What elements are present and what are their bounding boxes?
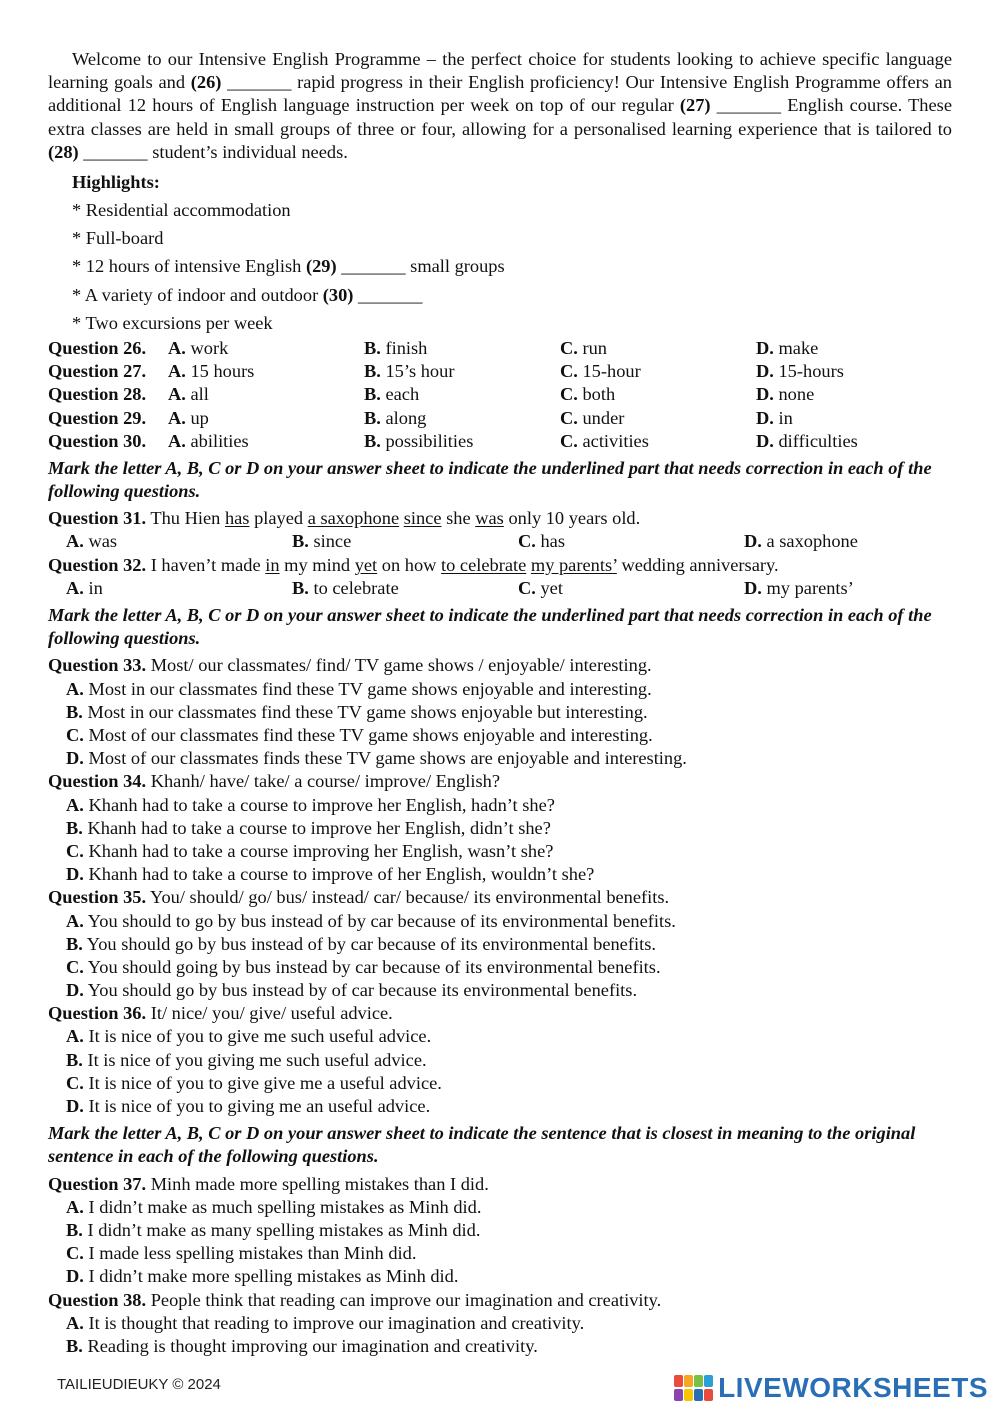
answer-option[interactable]: A. I didn’t make as much spelling mistakes as Minh did. (66, 1196, 482, 1217)
liveworksheets-logo-text: LIVEWORKSHEETS (718, 1372, 988, 1403)
question-row (48, 360, 952, 383)
logo-block (694, 1389, 703, 1401)
option-letter: B. (292, 531, 309, 552)
answer-option[interactable]: D. my parents’ (744, 577, 854, 598)
answer-option[interactable]: C. Khanh had to take a course improving her English, wasn’t she? (66, 840, 554, 861)
option-letter: A. (66, 794, 84, 815)
error-correction-questions (48, 507, 952, 600)
question-stem: Question 32. I haven’t made in my mind yet on how to celebrate my parents’ wedding anniversary. (48, 554, 779, 575)
footer-copyright: TAILIEUDIEUKY © 2024 (57, 1376, 221, 1393)
question-stem: Question 37. Minh made more spelling mistakes than I did. (48, 1173, 489, 1194)
answer-option[interactable]: B. each (364, 384, 420, 405)
answer-option[interactable]: D. a saxophone (744, 531, 858, 552)
blank-number: (30) (322, 284, 354, 305)
option-letter: D. (756, 430, 774, 451)
option-letter: D. (66, 1096, 84, 1117)
answer-option[interactable]: A. in (66, 577, 103, 598)
answer-option[interactable]: C. It is nice of you to give give me a useful advice. (66, 1072, 442, 1093)
answer-option[interactable]: A. Most in our classmates find these TV game shows enjoyable and interesting. (66, 678, 652, 699)
answer-option[interactable]: C. I made less spelling mistakes than Minh did. (66, 1243, 417, 1264)
option-letter: B. (66, 1219, 83, 1240)
option-letter: C. (66, 725, 84, 746)
option-letter: B. (66, 1049, 83, 1070)
option-letter: D. (744, 577, 762, 598)
answer-option[interactable]: D. in (756, 407, 793, 428)
liveworksheets-logo[interactable] (674, 1372, 988, 1404)
option-letter: D. (756, 361, 774, 382)
question-stem: Question 36. It/ nice/ you/ give/ useful advice. (48, 1003, 393, 1024)
option-letter: A. (66, 1196, 84, 1217)
question-stem: Question 33. Most/ our classmates/ find/ TV game shows / enjoyable/ interesting. (48, 655, 652, 676)
blank-number: (29) (305, 256, 337, 277)
answer-option[interactable]: C. under (560, 407, 625, 428)
blank-number: (28) (48, 141, 79, 162)
option-letter: A. (66, 1026, 84, 1047)
answer-option[interactable]: D. It is nice of you to giving me an useful advice. (66, 1096, 431, 1117)
sentence-building-questions (48, 654, 952, 1118)
question-row (48, 430, 952, 453)
answer-option[interactable]: A. You should to go by bus instead of by car because of its environmental benefits. (66, 910, 676, 931)
answer-option[interactable]: D. Khanh had to take a course to improve of her English, wouldn’t she? (66, 864, 595, 885)
logo-block (704, 1389, 713, 1401)
answer-option[interactable]: B. It is nice of you giving me such useful advice. (66, 1049, 427, 1070)
underlined-part: has (224, 508, 250, 529)
question-label: Question 35. (48, 887, 147, 908)
highlight-item: * A variety of indoor and outdoor (30) _______ (72, 284, 423, 305)
answer-option[interactable]: B. along (364, 407, 427, 428)
question-label: Question 28. (48, 384, 147, 405)
option-letter: D. (756, 384, 774, 405)
answer-option[interactable]: C. has (518, 531, 566, 552)
option-letter: D. (66, 980, 84, 1001)
option-letter: C. (560, 430, 578, 451)
option-letter: C. (66, 1072, 84, 1093)
question-label: Question 32. (48, 554, 147, 575)
question-label: Question 27. (48, 361, 147, 382)
option-letter: A. (66, 531, 84, 552)
question-label: Question 30. (48, 430, 147, 451)
underlined-part: in (265, 554, 280, 575)
option-letter: C. (518, 531, 536, 552)
question-label: Question 29. (48, 407, 147, 428)
option-letter: A. (66, 678, 84, 699)
option-letter: D. (66, 748, 84, 769)
question-row (48, 383, 952, 406)
answer-option[interactable]: A. was (66, 531, 118, 552)
answer-option[interactable]: C. You should going by bus instead by car because of its environmental benefits. (66, 956, 661, 977)
answer-option[interactable]: D. make (756, 337, 819, 358)
answer-option[interactable]: C. 15-hour (560, 361, 641, 382)
underlined-part: my parents’ (530, 554, 617, 575)
instruction-closest-meaning: Mark the letter A, B, C or D on your answer sheet to indicate the sentence that is closest in meaning to the original sentence in each of the following questions. (48, 1123, 916, 1167)
option-letter: D. (66, 1266, 84, 1287)
answer-option[interactable]: B. finish (364, 337, 428, 358)
answer-option[interactable]: B. Most in our classmates find these TV game shows enjoyable but interesting. (66, 701, 648, 722)
logo-block (694, 1375, 703, 1387)
option-letter: C. (66, 956, 84, 977)
question-label: Question 36. (48, 1003, 147, 1024)
answer-option[interactable]: A. work (168, 337, 229, 358)
underlined-part: to celebrate (441, 554, 527, 575)
option-letter: C. (518, 577, 536, 598)
blank-number: (26) (190, 72, 222, 93)
answer-option[interactable]: A. abilities (168, 430, 249, 451)
answer-option[interactable]: B. 15’s hour (364, 361, 455, 382)
option-letter: B. (66, 1335, 83, 1356)
underlined-part: since (403, 508, 442, 529)
instruction-sentence-building: Mark the letter A, B, C or D on your answer sheet to indicate the underlined part that needs correction in each of the following questions. (48, 605, 932, 649)
worksheet-page (48, 48, 952, 1358)
answer-option[interactable]: B. possibilities (364, 430, 474, 451)
question-label: Question 34. (48, 771, 147, 792)
answer-option[interactable]: A. up (168, 407, 209, 428)
answer-options-row (48, 577, 952, 600)
option-letter: B. (292, 577, 309, 598)
question-row (48, 407, 952, 430)
underlined-part: was (475, 508, 504, 529)
answer-option[interactable]: C. activities (560, 430, 649, 451)
option-letter: A. (168, 407, 186, 428)
logo-block (684, 1375, 693, 1387)
option-letter: A. (168, 384, 186, 405)
closest-meaning-questions (48, 1173, 952, 1359)
question-label: Question 37. (48, 1173, 147, 1194)
option-letter: C. (560, 337, 578, 358)
instruction-error-correction: Mark the letter A, B, C or D on your answer sheet to indicate the underlined part that needs correction in each of the following questions. (48, 457, 932, 502)
highlights-list (48, 196, 952, 337)
answer-option[interactable]: D. You should go by bus instead by of car because its environmental benefits. (66, 980, 638, 1001)
option-letter: A. (66, 910, 84, 931)
option-letter: C. (66, 840, 84, 861)
question-label: Question 26. (48, 337, 147, 358)
highlight-item: * 12 hours of intensive English (29) _______ small groups (72, 256, 505, 277)
highlights-title: Highlights: (72, 172, 160, 193)
question-stem: Question 31. Thu Hien has played a saxophone since she was only 10 years old. (48, 508, 641, 529)
answer-option[interactable]: A. 15 hours (168, 361, 255, 382)
answer-option[interactable]: B. You should go by bus instead of by car because of its environmental benefits. (66, 933, 656, 954)
option-letter: D. (744, 531, 762, 552)
blank-number: (27) (679, 95, 711, 116)
logo-block (704, 1375, 713, 1387)
option-letter: B. (66, 933, 83, 954)
liveworksheets-logo-icon (674, 1375, 714, 1401)
highlight-item: * Full-board (72, 228, 164, 249)
option-letter: B. (66, 817, 83, 838)
answer-option[interactable]: D. difficulties (756, 430, 858, 451)
option-letter: D. (756, 407, 774, 428)
option-letter: C. (560, 384, 578, 405)
answer-option[interactable]: D. none (756, 384, 815, 405)
answer-option[interactable]: B. to celebrate (292, 577, 399, 598)
question-stem: Question 35. You/ should/ go/ bus/ instead/ car/ because/ its environmental benefits. (48, 887, 670, 908)
question-label: Question 38. (48, 1289, 147, 1310)
underlined-part: yet (354, 554, 378, 575)
option-letter: C. (560, 361, 578, 382)
answer-option[interactable]: D. 15-hours (756, 361, 844, 382)
option-letter: A. (66, 577, 84, 598)
logo-block (674, 1389, 683, 1401)
logo-block (674, 1375, 683, 1387)
answer-option[interactable]: A. all (168, 384, 209, 405)
option-letter: B. (364, 337, 381, 358)
answer-option[interactable]: C. both (560, 384, 616, 405)
question-stem: Question 34. Khanh/ have/ take/ a course/ improve/ English? (48, 771, 501, 792)
option-letter: D. (66, 864, 84, 885)
reading-passage: Welcome to our Intensive English Programme – the perfect choice for students looking to achieve specific language learning goals and (26) _______ rapid progress in their English proficiency! Our Intensive English Programme offers an additional 12 hours of English language instruction per week on top of our regular (27) _______ English course. These extra classes are held in small groups of three or four, allowing for a personalised learning experience that is tailored to (28) _______ student’s individual needs. (48, 49, 952, 162)
logo-block (684, 1389, 693, 1401)
option-letter: B. (364, 361, 381, 382)
option-letter: A. (168, 430, 186, 451)
cloze-questions (48, 337, 952, 453)
option-letter: B. (66, 701, 83, 722)
option-letter: B. (364, 430, 381, 451)
answer-options-row (48, 530, 952, 553)
option-letter: A. (66, 1312, 84, 1333)
answer-option[interactable]: C. yet (518, 577, 563, 598)
answer-option[interactable]: A. It is nice of you to give me such useful advice. (66, 1026, 432, 1047)
option-letter: C. (560, 407, 578, 428)
highlight-item: * Two excursions per week (72, 312, 273, 333)
option-letter: C. (66, 1243, 84, 1264)
option-letter: A. (168, 361, 186, 382)
answer-option[interactable]: A. It is thought that reading to improve our imagination and creativity. (66, 1312, 585, 1333)
option-letter: A. (168, 337, 186, 358)
answer-option[interactable]: C. Most of our classmates find these TV game shows enjoyable and interesting. (66, 725, 653, 746)
option-letter: B. (364, 407, 381, 428)
answer-option[interactable]: B. Reading is thought improving our imagination and creativity. (66, 1335, 538, 1356)
answer-option[interactable]: B. Khanh had to take a course to improve her English, didn’t she? (66, 817, 551, 838)
underlined-part: a saxophone (307, 508, 400, 529)
question-label: Question 33. (48, 655, 147, 676)
answer-option[interactable]: D. Most of our classmates finds these TV game shows are enjoyable and interesting. (66, 748, 687, 769)
answer-option[interactable]: B. since (292, 531, 352, 552)
option-letter: D. (756, 337, 774, 358)
answer-option[interactable]: C. run (560, 337, 608, 358)
answer-option[interactable]: B. I didn’t make as many spelling mistakes as Minh did. (66, 1219, 481, 1240)
question-stem: Question 38. People think that reading can improve our imagination and creativity. (48, 1289, 662, 1310)
question-label: Question 31. (48, 508, 147, 529)
option-letter: B. (364, 384, 381, 405)
highlight-item: * Residential accommodation (72, 200, 291, 221)
answer-option[interactable]: A. Khanh had to take a course to improve her English, hadn’t she? (66, 794, 555, 815)
answer-option[interactable]: D. I didn’t make more spelling mistakes as Minh did. (66, 1266, 459, 1287)
question-row (48, 337, 952, 360)
